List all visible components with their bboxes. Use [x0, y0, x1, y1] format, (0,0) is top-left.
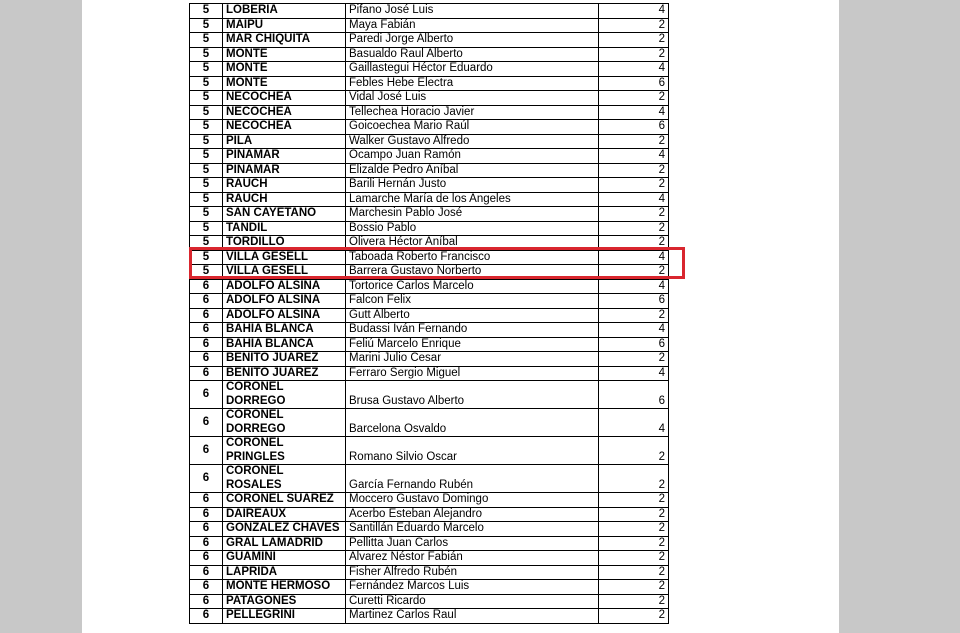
table-row: [190, 381, 669, 409]
document-page: [82, 0, 839, 633]
section-number-cell: 5: [190, 91, 223, 106]
city-cell: PELLEGRINI: [223, 609, 346, 624]
table-body: [190, 4, 669, 624]
value-cell: 2: [599, 465, 669, 493]
section-number-cell: 5: [190, 105, 223, 120]
value-cell: 6: [599, 120, 669, 135]
person-name-cell: Olivera Héctor Aníbal: [346, 236, 599, 251]
city-cell: GRAL LAMADRID: [223, 536, 346, 551]
city-cell: TANDIL: [223, 221, 346, 236]
city-cell: VILLA GESELL: [223, 265, 346, 280]
city-cell: VILLA GESELL: [223, 250, 346, 265]
section-number-cell: 6: [190, 594, 223, 609]
city-cell: CORONEL SUAREZ: [223, 493, 346, 508]
section-number-cell: 6: [190, 465, 223, 493]
table-row: [190, 493, 669, 508]
value-cell: 2: [599, 221, 669, 236]
section-number-cell: 5: [190, 192, 223, 207]
value-cell: 2: [599, 18, 669, 33]
city-cell: PINAMAR: [223, 163, 346, 178]
person-name-cell: García Fernando Rubén: [346, 465, 599, 493]
city-cell: GUAMINI: [223, 551, 346, 566]
table-row: [190, 294, 669, 309]
value-cell: 2: [599, 91, 669, 106]
table-row: [190, 308, 669, 323]
table-row: [190, 580, 669, 595]
value-cell: 2: [599, 47, 669, 62]
value-cell: 2: [599, 265, 669, 280]
city-cell: PILA: [223, 134, 346, 149]
value-cell: 6: [599, 294, 669, 309]
person-name-cell: Ocampo Juan Ramón: [346, 149, 599, 164]
city-cell: GONZALEZ CHAVES: [223, 522, 346, 537]
table-row: [190, 565, 669, 580]
person-name-cell: Alvarez Néstor Fabián: [346, 551, 599, 566]
value-cell: 4: [599, 250, 669, 265]
city-cell: ADOLFO ALSINA: [223, 279, 346, 294]
value-cell: 2: [599, 522, 669, 537]
table-row: [190, 105, 669, 120]
city-cell: RAUCH: [223, 178, 346, 193]
section-number-cell: 6: [190, 565, 223, 580]
section-number-cell: 6: [190, 337, 223, 352]
section-number-cell: 6: [190, 507, 223, 522]
section-number-cell: 5: [190, 265, 223, 280]
city-cell: LAPRIDA: [223, 565, 346, 580]
value-cell: 2: [599, 163, 669, 178]
section-number-cell: 6: [190, 437, 223, 465]
person-name-cell: Marini Julio Cesar: [346, 352, 599, 367]
value-cell: 2: [599, 178, 669, 193]
table-row: [190, 409, 669, 437]
city-cell: PATAGONES: [223, 594, 346, 609]
value-cell: 2: [599, 352, 669, 367]
value-cell: 6: [599, 381, 669, 409]
person-name-cell: Goicoechea Mario Raúl: [346, 120, 599, 135]
section-number-cell: 6: [190, 493, 223, 508]
value-cell: 2: [599, 134, 669, 149]
person-name-cell: Fernández Marcos Luis: [346, 580, 599, 595]
person-name-cell: Romano Silvio Oscar: [346, 437, 599, 465]
city-cell: MAR CHIQUITA: [223, 33, 346, 48]
section-number-cell: 6: [190, 352, 223, 367]
value-cell: 2: [599, 565, 669, 580]
section-number-cell: 5: [190, 47, 223, 62]
section-number-cell: 5: [190, 4, 223, 19]
city-cell: NECOCHEA: [223, 91, 346, 106]
person-name-cell: Basualdo Raul Alberto: [346, 47, 599, 62]
city-cell: CORONEL PRINGLES: [223, 437, 346, 465]
city-cell: PINAMAR: [223, 149, 346, 164]
person-name-cell: Gaillastegui Héctor Eduardo: [346, 62, 599, 77]
table-row: [190, 236, 669, 251]
data-table: [189, 3, 669, 624]
value-cell: 2: [599, 507, 669, 522]
table-row: [190, 337, 669, 352]
section-number-cell: 6: [190, 551, 223, 566]
table-row: [190, 120, 669, 135]
person-name-cell: Acerbo Esteban Alejandro: [346, 507, 599, 522]
section-number-cell: 5: [190, 250, 223, 265]
city-cell: BENITO JUAREZ: [223, 366, 346, 381]
value-cell: 4: [599, 409, 669, 437]
section-number-cell: 6: [190, 409, 223, 437]
person-name-cell: Tellechea Horacio Javier: [346, 105, 599, 120]
value-cell: 4: [599, 4, 669, 19]
table-row: [190, 221, 669, 236]
value-cell: 2: [599, 437, 669, 465]
person-name-cell: Taboada Roberto Francisco: [346, 250, 599, 265]
table-row: [190, 279, 669, 294]
value-cell: 2: [599, 207, 669, 222]
table-row: [190, 47, 669, 62]
person-name-cell: Brusa Gustavo Alberto: [346, 381, 599, 409]
table-row: [190, 18, 669, 33]
section-number-cell: 5: [190, 163, 223, 178]
section-number-cell: 6: [190, 308, 223, 323]
table-row: [190, 4, 669, 19]
person-name-cell: Gutt Alberto: [346, 308, 599, 323]
person-name-cell: Barili Hernán Justo: [346, 178, 599, 193]
city-cell: ADOLFO ALSINA: [223, 308, 346, 323]
value-cell: 4: [599, 62, 669, 77]
person-name-cell: Vidal José Luis: [346, 91, 599, 106]
value-cell: 2: [599, 594, 669, 609]
value-cell: 2: [599, 609, 669, 624]
section-number-cell: 6: [190, 323, 223, 338]
value-cell: 2: [599, 308, 669, 323]
section-number-cell: 5: [190, 178, 223, 193]
table-row: [190, 163, 669, 178]
city-cell: MONTE: [223, 47, 346, 62]
value-cell: 4: [599, 149, 669, 164]
city-cell: MONTE: [223, 62, 346, 77]
person-name-cell: Marchesin Pablo José: [346, 207, 599, 222]
city-cell: SAN CAYETANO: [223, 207, 346, 222]
section-number-cell: 6: [190, 381, 223, 409]
section-number-cell: 5: [190, 33, 223, 48]
person-name-cell: Moccero Gustavo Domingo: [346, 493, 599, 508]
table-row: [190, 265, 669, 280]
section-number-cell: 5: [190, 120, 223, 135]
value-cell: 2: [599, 493, 669, 508]
table-row: [190, 250, 669, 265]
section-number-cell: 5: [190, 236, 223, 251]
table-row: [190, 134, 669, 149]
value-cell: 4: [599, 279, 669, 294]
city-cell: ADOLFO ALSINA: [223, 294, 346, 309]
section-number-cell: 5: [190, 62, 223, 77]
table-row: [190, 522, 669, 537]
person-name-cell: Santillán Eduardo Marcelo: [346, 522, 599, 537]
city-cell: LOBERIA: [223, 4, 346, 19]
city-cell: CORONEL DORREGO: [223, 381, 346, 409]
section-number-cell: 6: [190, 580, 223, 595]
person-name-cell: Martinez Carlos Raul: [346, 609, 599, 624]
value-cell: 4: [599, 323, 669, 338]
section-number-cell: 6: [190, 294, 223, 309]
value-cell: 2: [599, 236, 669, 251]
city-cell: MONTE: [223, 76, 346, 91]
table-row: [190, 551, 669, 566]
person-name-cell: Maya Fabián: [346, 18, 599, 33]
city-cell: CORONEL DORREGO: [223, 409, 346, 437]
value-cell: 4: [599, 105, 669, 120]
section-number-cell: 6: [190, 522, 223, 537]
city-cell: NECOCHEA: [223, 105, 346, 120]
city-cell: BAHIA BLANCA: [223, 337, 346, 352]
table-row: [190, 62, 669, 77]
section-number-cell: 5: [190, 221, 223, 236]
table-row: [190, 207, 669, 222]
table-row: [190, 76, 669, 91]
table-row: [190, 192, 669, 207]
table-row: [190, 352, 669, 367]
table-row: [190, 149, 669, 164]
section-number-cell: 5: [190, 149, 223, 164]
table-row: [190, 33, 669, 48]
person-name-cell: Pifano José Luis: [346, 4, 599, 19]
table-row: [190, 609, 669, 624]
value-cell: 2: [599, 580, 669, 595]
table-row: [190, 465, 669, 493]
value-cell: 4: [599, 192, 669, 207]
city-cell: BENITO JUAREZ: [223, 352, 346, 367]
city-cell: CORONEL ROSALES: [223, 465, 346, 493]
person-name-cell: Pellitta Juan Carlos: [346, 536, 599, 551]
table-row: [190, 536, 669, 551]
value-cell: 2: [599, 551, 669, 566]
person-name-cell: Feliú Marcelo Enrique: [346, 337, 599, 352]
person-name-cell: Lamarche María de los Angeles: [346, 192, 599, 207]
table-row: [190, 437, 669, 465]
person-name-cell: Budassi Iván Fernando: [346, 323, 599, 338]
value-cell: 6: [599, 337, 669, 352]
table-row: [190, 507, 669, 522]
city-cell: RAUCH: [223, 192, 346, 207]
value-cell: 6: [599, 76, 669, 91]
table-row: [190, 594, 669, 609]
value-cell: 2: [599, 536, 669, 551]
value-cell: 2: [599, 33, 669, 48]
value-cell: 4: [599, 366, 669, 381]
person-name-cell: Bossio Pablo: [346, 221, 599, 236]
person-name-cell: Barcelona Osvaldo: [346, 409, 599, 437]
person-name-cell: Walker Gustavo Alfredo: [346, 134, 599, 149]
table-row: [190, 91, 669, 106]
person-name-cell: Febles Hebe Electra: [346, 76, 599, 91]
section-number-cell: 6: [190, 536, 223, 551]
section-number-cell: 6: [190, 609, 223, 624]
section-number-cell: 5: [190, 207, 223, 222]
city-cell: DAIREAUX: [223, 507, 346, 522]
section-number-cell: 5: [190, 76, 223, 91]
person-name-cell: Barrera Gustavo Norberto: [346, 265, 599, 280]
section-number-cell: 5: [190, 134, 223, 149]
table-row: [190, 366, 669, 381]
person-name-cell: Falcon Felix: [346, 294, 599, 309]
table-row: [190, 178, 669, 193]
section-number-cell: 6: [190, 366, 223, 381]
city-cell: MONTE HERMOSO: [223, 580, 346, 595]
person-name-cell: Fisher Alfredo Rubén: [346, 565, 599, 580]
section-number-cell: 6: [190, 279, 223, 294]
person-name-cell: Elizalde Pedro Aníbal: [346, 163, 599, 178]
person-name-cell: Paredi Jorge Alberto: [346, 33, 599, 48]
person-name-cell: Ferraro Sergio Miguel: [346, 366, 599, 381]
person-name-cell: Curetti Ricardo: [346, 594, 599, 609]
city-cell: NECOCHEA: [223, 120, 346, 135]
person-name-cell: Tortorice Carlos Marcelo: [346, 279, 599, 294]
city-cell: TORDILLO: [223, 236, 346, 251]
city-cell: BAHIA BLANCA: [223, 323, 346, 338]
table-row: [190, 323, 669, 338]
section-number-cell: 5: [190, 18, 223, 33]
city-cell: MAIPU: [223, 18, 346, 33]
